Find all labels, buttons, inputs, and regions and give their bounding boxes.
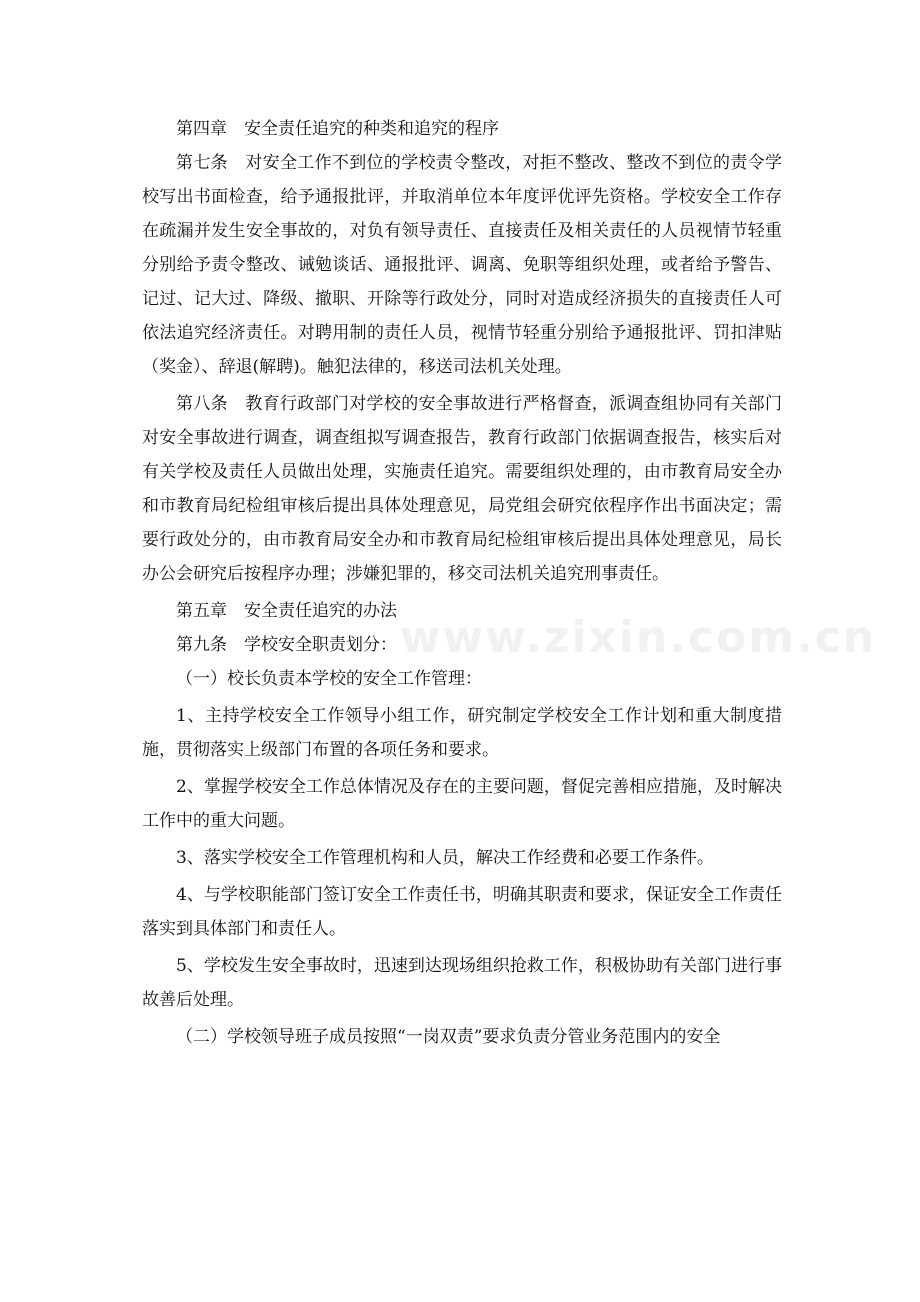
list-item-2: 2、掌握学校安全工作总体情况及存在的主要问题，督促完善相应措施，及时解决工作中的重大问题。 [142, 777, 782, 831]
list-item-1: 1、主持学校安全工作领导小组工作，研究制定学校安全工作计划和重大制度措施，贯彻落实上级部门布置的各项任务和要求。 [142, 706, 782, 760]
list-item-3: 3、落实学校安全工作管理机构和人员，解决工作经费和必要工作条件。 [176, 848, 714, 868]
chapter-four-heading: 第四章 安全责任追究的种类和追究的程序 [176, 119, 499, 139]
article-seven: 第七条 对安全工作不到位的学校责令整改，对拒不整改、整改不到位的责令学校写出书面检查，给予通报批评，并取消单位本年度评优评先资格。学校安全工作存在疏漏并发生安全事故的，对负有领导责任、直接责任及相关责任的人员视情节轻重分别给予责令整改、诫勉谈话、通报批评、调离、免职等组织处理，或者给予警告、记过、记大过、降级、撤职、开除等行政处分，同时对造成经济损失的直接责任人可依法追究经济责任。对聘用制的责任人员，视情节轻重分别给予通报批评、罚扣津贴（奖金）、辞退(解聘)。触犯法律的，移送司法机关处理。 [142, 153, 782, 377]
document-body [142, 112, 782, 1054]
watermark: www.zixin.com.cn [400, 612, 877, 663]
list-item-4: 4、与学校职能部门签订安全工作责任书，明确其职责和要求，保证安全工作责任落实到具体部门和责任人。 [142, 885, 782, 939]
section-one-heading: （一）校长负责本学校的安全工作管理： [176, 669, 482, 689]
article-eight: 第八条 教育行政部门对学校的安全事故进行严格督查，派调查组协同有关部门对安全事故进行调查，调查组拟写调查报告，教育行政部门依据调查报告，核实后对有关学校及责任人员做出处理，实施责任追究。需要组织处理的，由市教育局安全办和市教育局纪检组审核后提出具体处理意见，局党组会研究依程序作出书面决定；需要行政处分的，由市教育局安全办和市教育局纪检组审核后提出具体处理意见，局长办公会研究后按程序办理；涉嫌犯罪的，移交司法机关追究刑事责任。 [142, 394, 782, 584]
list-item-5: 5、学校发生安全事故时，迅速到达现场组织抢救工作，积极协助有关部门进行事故善后处理。 [142, 956, 782, 1010]
chapter-five-heading: 第五章 安全责任追究的办法 [176, 601, 397, 621]
section-two-heading: （二）学校领导班子成员按照“一岗双责”要求负责分管业务范围内的安全 [176, 1027, 721, 1047]
article-nine: 第九条 学校安全职责划分： [176, 635, 397, 655]
